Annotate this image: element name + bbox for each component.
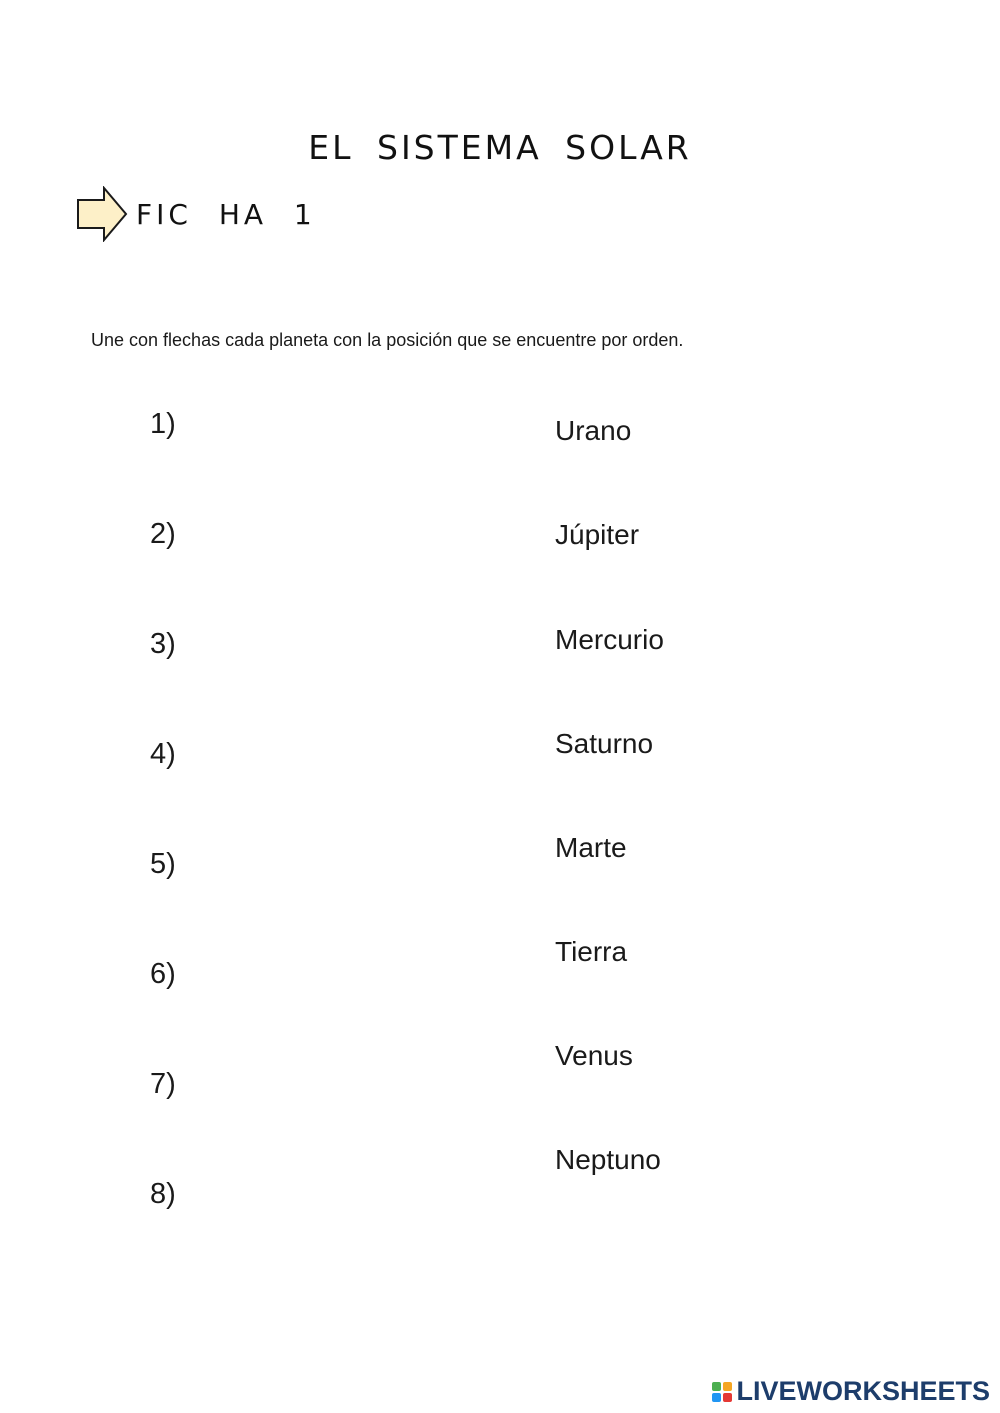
planet-option[interactable]: Tierra bbox=[555, 936, 628, 967]
planet-option[interactable]: Neptuno bbox=[555, 1144, 661, 1175]
liveworksheets-logo-icon bbox=[712, 1382, 732, 1402]
ficha-header bbox=[76, 186, 316, 242]
planet-option[interactable]: Urano bbox=[555, 415, 632, 446]
liveworksheets-watermark bbox=[712, 1376, 990, 1407]
position-number: 7) bbox=[150, 1068, 176, 1100]
planet-option[interactable]: Marte bbox=[555, 832, 627, 863]
page-title: EL SISTEMA SOLAR bbox=[308, 128, 692, 167]
position-number: 1) bbox=[150, 408, 176, 440]
position-number: 3) bbox=[150, 628, 176, 660]
planet-option[interactable]: Júpiter bbox=[555, 519, 640, 550]
instruction-text: Une con flechas cada planeta con la posición que se encuentre por orden. bbox=[91, 330, 684, 350]
ficha-label: FIC HA 1 bbox=[136, 197, 316, 231]
position-number: 8) bbox=[150, 1178, 176, 1210]
planet-option[interactable]: Mercurio bbox=[555, 624, 664, 655]
right-arrow-icon bbox=[76, 186, 128, 242]
planet-option[interactable]: Saturno bbox=[555, 728, 654, 759]
watermark-text: LIVEWORKSHEETS bbox=[736, 1376, 990, 1406]
position-number: 2) bbox=[150, 518, 176, 550]
position-number: 4) bbox=[150, 738, 176, 770]
planet-option[interactable]: Venus bbox=[555, 1040, 633, 1071]
position-number: 5) bbox=[150, 848, 176, 880]
position-number: 6) bbox=[150, 958, 176, 990]
